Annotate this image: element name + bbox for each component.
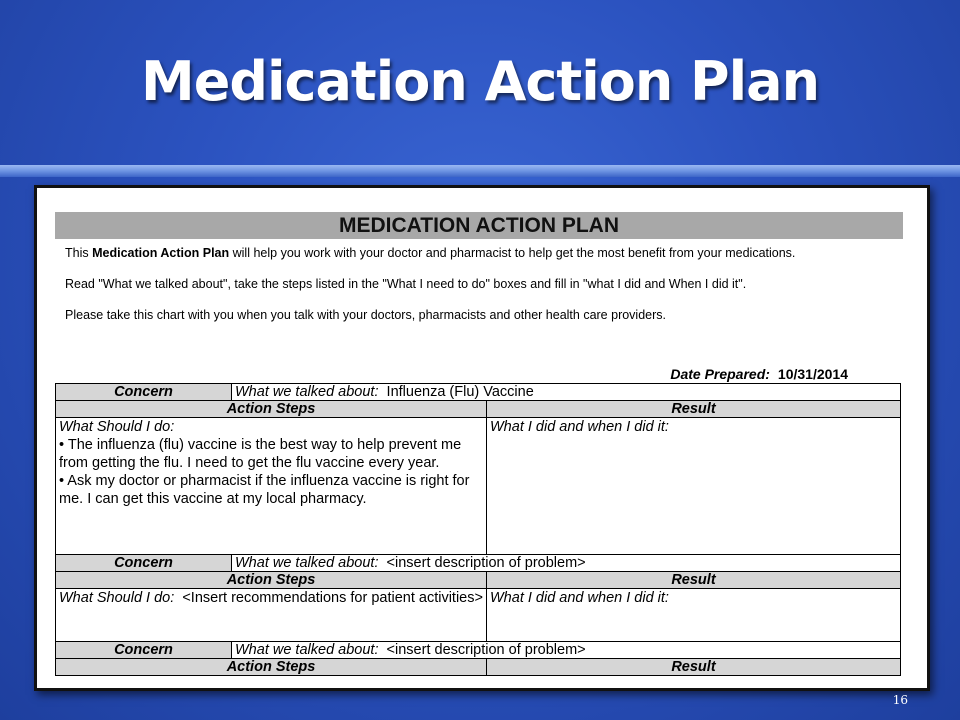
- result-label: What I did and when I did it:: [490, 419, 669, 435]
- concern-row: [56, 384, 901, 401]
- page-number: 16: [892, 693, 908, 707]
- what-should-i-do-cell[interactable]: [56, 589, 487, 642]
- result-header: Result: [487, 572, 901, 589]
- concern-topic[interactable]: [232, 384, 901, 401]
- action-plan-table: [55, 383, 901, 676]
- result-header: Result: [487, 659, 901, 676]
- header-row: [56, 572, 901, 589]
- intro-paragraph-3: Please take this chart with you when you talk with your doctors, pharmacists and other health care providers.: [65, 308, 666, 322]
- topic-label: What we talked about:: [235, 642, 379, 658]
- concern-row: [56, 555, 901, 572]
- concern-label: Concern: [56, 555, 232, 572]
- concern-topic[interactable]: [232, 642, 901, 659]
- date-label: Date Prepared:: [670, 366, 770, 382]
- should-line-2: • Ask my doctor or pharmacist if the influenza vaccine is right for me. I can get this vaccine at my local pharmacy.: [59, 473, 470, 507]
- intro-text: [65, 246, 893, 322]
- topic-label: What we talked about:: [235, 384, 379, 400]
- concern-row: [56, 642, 901, 659]
- topic-value: <insert description of problem>: [386, 555, 586, 571]
- topic-value: Influenza (Flu) Vaccine: [386, 384, 534, 400]
- topic-value: <insert description of problem>: [386, 642, 586, 658]
- what-i-did-cell[interactable]: [487, 589, 901, 642]
- concern-topic[interactable]: [232, 555, 901, 572]
- header-row: [56, 659, 901, 676]
- body-row: [56, 418, 901, 555]
- action-steps-header: Action Steps: [56, 572, 487, 589]
- title-divider: [0, 165, 960, 177]
- should-line-1: • The influenza (flu) vaccine is the best way to help prevent me from getting the flu. I need to get the flu vaccine every year.: [59, 437, 462, 471]
- intro-paragraph-1: [65, 246, 893, 260]
- document-frame: [34, 185, 930, 691]
- action-steps-header: Action Steps: [56, 659, 487, 676]
- should-label: What Should I do:: [59, 590, 175, 606]
- concern-label: Concern: [56, 642, 232, 659]
- body-row: [56, 589, 901, 642]
- what-i-did-cell[interactable]: [487, 418, 901, 555]
- document-header: MEDICATION ACTION PLAN: [55, 212, 903, 239]
- header-row: [56, 401, 901, 418]
- should-value: <Insert recommendations for patient activities>: [182, 590, 483, 606]
- should-label: What Should I do:: [59, 419, 175, 435]
- intro-1-pre: This: [65, 246, 93, 260]
- result-label: What I did and when I did it:: [490, 590, 669, 606]
- intro-paragraph-2: Read "What we talked about", take the steps listed in the "What I need to do" boxes and fill in "what I did and When I did it".: [65, 277, 747, 291]
- intro-1-post: will help you work with your doctor and pharmacist to help get the most benefit from your medications.: [229, 246, 796, 260]
- date-prepared: [670, 366, 848, 382]
- date-value: 10/31/2014: [777, 366, 848, 382]
- topic-label: What we talked about:: [235, 555, 379, 571]
- concern-label: Concern: [56, 384, 232, 401]
- what-should-i-do-cell[interactable]: [56, 418, 487, 555]
- result-header: Result: [487, 401, 901, 418]
- medication-action-plan-document: [55, 188, 903, 688]
- intro-1-bold: Medication Action Plan: [92, 246, 230, 260]
- slide-title: Medication Action Plan: [140, 50, 820, 113]
- action-steps-header: Action Steps: [56, 401, 487, 418]
